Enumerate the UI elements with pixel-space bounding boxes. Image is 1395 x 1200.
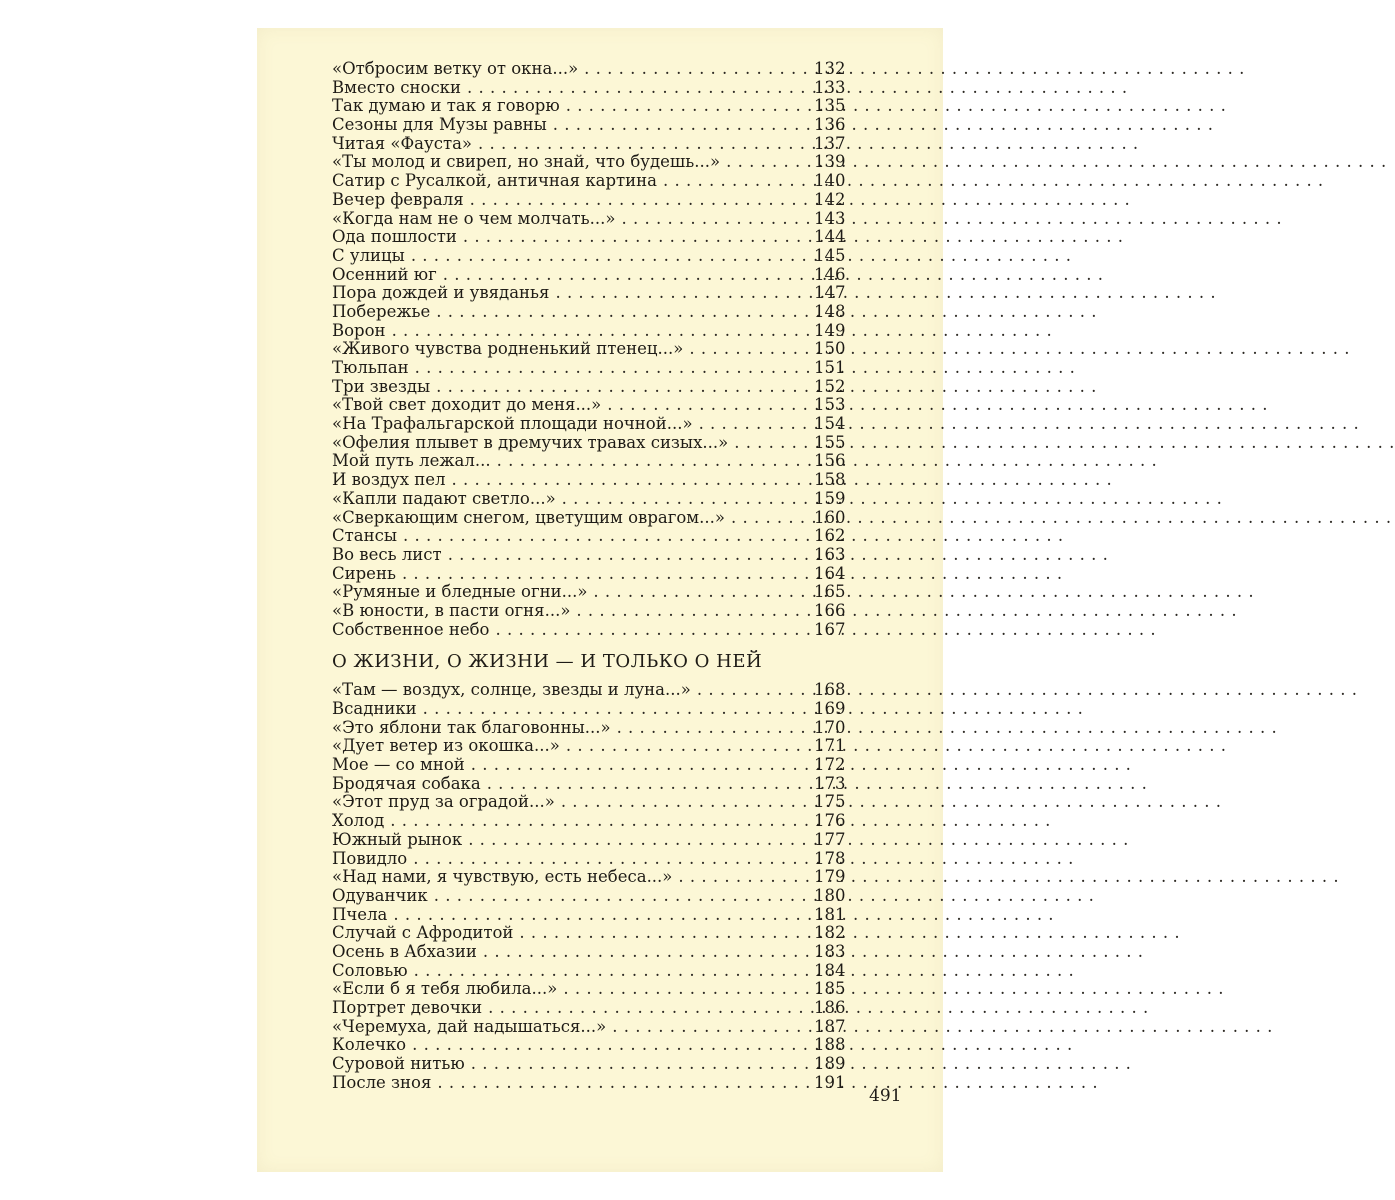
toc-entry xyxy=(332,980,844,999)
toc-entry-title: Осенний юг xyxy=(332,264,437,284)
dot-leader xyxy=(593,583,808,602)
toc-entry xyxy=(332,793,844,812)
toc-entry xyxy=(332,700,844,719)
toc-entry-page: 189 xyxy=(814,1054,846,1074)
toc-entry-title: Ворон xyxy=(332,320,386,340)
toc-entry-page: 171 xyxy=(814,736,846,756)
toc-entry xyxy=(332,943,844,962)
toc-entry-title: «Румяные и бледные огни...» xyxy=(332,582,588,602)
toc-entry xyxy=(332,303,844,322)
toc-entry-title: Читая «Фауста» xyxy=(332,133,473,153)
dot-leader xyxy=(423,700,808,719)
toc-entry-title: Три звезды xyxy=(332,376,431,396)
toc-entry-title: Суровой нитью xyxy=(332,1054,465,1074)
toc-entry xyxy=(332,887,844,906)
toc-entry-page: 168 xyxy=(814,680,846,700)
toc-entry-title: Пора дождей и увяданья xyxy=(332,283,550,303)
toc-entry xyxy=(332,247,844,266)
dot-leader xyxy=(468,831,808,850)
toc-entry-title: Сезоны для Музы равны xyxy=(332,115,547,135)
dot-leader xyxy=(731,509,808,528)
dot-leader xyxy=(566,737,808,756)
toc-entry xyxy=(332,434,844,453)
toc-entry-page: 183 xyxy=(814,941,846,961)
toc-entry xyxy=(332,1018,844,1037)
toc-entry xyxy=(332,322,844,341)
toc-entry-title: «Это яблони так благовонны...» xyxy=(332,717,611,737)
toc-entry xyxy=(332,135,844,154)
toc-entry-title: «Дует ветер из окошка...» xyxy=(332,736,560,756)
toc-entry xyxy=(332,452,844,471)
toc-entry xyxy=(332,756,844,775)
toc-entry-page: 153 xyxy=(814,395,846,415)
toc-entry-page: 159 xyxy=(814,488,846,508)
toc-entry-title: «В юности, в пасти огня...» xyxy=(332,600,571,620)
dot-leader xyxy=(463,228,808,247)
toc-entry xyxy=(332,1036,844,1055)
toc-entry-title: Осень в Абхазии xyxy=(332,941,477,961)
toc-entry-page: 179 xyxy=(814,867,846,887)
toc-entry-page: 191 xyxy=(814,1072,846,1092)
table-of-contents xyxy=(332,60,844,1092)
toc-entry xyxy=(332,681,844,700)
toc-entry-title: Портрет девочки xyxy=(332,998,483,1017)
toc-entry-page: 133 xyxy=(814,77,846,97)
dot-leader xyxy=(553,116,808,135)
dot-leader xyxy=(734,434,808,453)
toc-entry-title: И воздух пел xyxy=(332,470,446,490)
dot-leader xyxy=(471,1055,808,1074)
toc-entry-title: Бродячая собака xyxy=(332,773,481,793)
toc-entry xyxy=(332,471,844,490)
toc-entry-page: 140 xyxy=(814,171,846,191)
toc-entry-title: Вечер февраля xyxy=(332,189,464,209)
toc-entry xyxy=(332,812,844,831)
dot-leader xyxy=(621,210,808,229)
toc-entry-title: «Этот пруд за оградой...» xyxy=(332,792,555,812)
toc-entry-title: Сатир с Русалкой, античная картина xyxy=(332,171,658,191)
toc-entry-title: Одуванчик xyxy=(332,885,428,905)
dot-leader xyxy=(437,1074,808,1093)
toc-entry xyxy=(332,415,844,434)
toc-entry-page: 137 xyxy=(814,133,846,153)
dot-leader xyxy=(497,452,808,471)
dot-leader xyxy=(519,924,808,943)
toc-entry-title: Пчела xyxy=(332,904,388,924)
toc-entry xyxy=(332,962,844,981)
dot-leader xyxy=(467,79,808,98)
toc-entry xyxy=(332,999,844,1018)
toc-entry-title: «Когда нам не о чем молчать...» xyxy=(332,208,616,228)
dot-leader xyxy=(726,153,808,172)
toc-entry-title: Холод xyxy=(332,811,385,831)
toc-entry xyxy=(332,719,844,738)
dot-leader xyxy=(555,284,808,303)
toc-entry xyxy=(332,79,844,98)
toc-entry-title: Тюльпан xyxy=(332,358,409,377)
toc-entry xyxy=(332,396,844,415)
dot-leader xyxy=(393,906,808,925)
toc-entry-page: 142 xyxy=(814,189,846,209)
dot-leader xyxy=(584,60,808,79)
toc-entry-title: «Ты молод и свиреп, но знай, что будешь...» xyxy=(332,152,721,172)
dot-leader xyxy=(448,546,808,565)
toc-entry-page: 158 xyxy=(814,470,846,490)
toc-entry xyxy=(332,97,844,116)
toc-entry-page: 162 xyxy=(814,526,846,546)
toc-entry xyxy=(332,924,844,943)
dot-leader xyxy=(390,812,808,831)
toc-entry-page: 143 xyxy=(814,208,846,228)
toc-entry xyxy=(332,546,844,565)
toc-entry-page: 166 xyxy=(814,600,846,620)
dot-leader xyxy=(413,850,808,869)
dot-leader xyxy=(478,135,808,154)
toc-entry xyxy=(332,228,844,247)
toc-entry-title: «Над нами, я чувствую, есть небеса...» xyxy=(332,867,673,887)
toc-entry-title: С улицы xyxy=(332,245,405,265)
toc-section-1 xyxy=(332,60,844,639)
toc-entry-title: «На Трафальгарской площади ночной...» xyxy=(332,414,693,434)
toc-entry-page: 145 xyxy=(814,245,846,265)
toc-entry-page: 156 xyxy=(814,451,846,471)
toc-entry xyxy=(332,831,844,850)
dot-leader xyxy=(483,943,808,962)
dot-leader xyxy=(470,191,808,210)
toc-entry-title: Сирень xyxy=(332,563,396,583)
toc-entry-page: 160 xyxy=(814,507,846,527)
toc-entry xyxy=(332,153,844,172)
toc-entry-page: 186 xyxy=(814,998,846,1017)
toc-entry-page: 149 xyxy=(814,320,846,340)
toc-entry-title: Южный рынок xyxy=(332,829,463,849)
toc-entry-title: Мой путь лежал... xyxy=(332,451,491,471)
dot-leader xyxy=(402,565,808,584)
section-heading: О ЖИЗНИ, О ЖИЗНИ — И ТОЛЬКО О НЕЙ xyxy=(332,651,763,673)
dot-leader xyxy=(617,719,808,738)
toc-entry-title: «Твой свет доходит до меня...» xyxy=(332,395,602,415)
toc-entry-title: Мое — со мной xyxy=(332,755,465,775)
toc-entry xyxy=(332,284,844,303)
toc-entry-page: 188 xyxy=(814,1035,846,1055)
toc-entry xyxy=(332,906,844,925)
toc-entry-page: 147 xyxy=(814,283,846,303)
dot-leader xyxy=(495,621,808,640)
toc-entry-page: 150 xyxy=(814,339,846,359)
toc-entry xyxy=(332,60,844,79)
dot-leader xyxy=(412,1036,808,1055)
dot-leader xyxy=(561,793,808,812)
dot-leader xyxy=(392,322,808,341)
toc-entry xyxy=(332,621,844,640)
toc-section-2 xyxy=(332,681,844,1092)
toc-entry-page: 132 xyxy=(814,59,846,78)
dot-leader xyxy=(689,340,808,359)
dot-leader xyxy=(612,1018,808,1037)
toc-entry-title: Соловью xyxy=(332,960,408,980)
toc-entry xyxy=(332,172,844,191)
toc-entry-title: «Капли падают светло...» xyxy=(332,488,556,508)
toc-entry-page: 173 xyxy=(814,773,846,793)
dot-leader xyxy=(471,756,808,775)
toc-entry-title: Вместо сноски xyxy=(332,77,461,97)
toc-entry xyxy=(332,1055,844,1074)
toc-entry-title: Повидло xyxy=(332,848,408,868)
toc-entry xyxy=(332,210,844,229)
toc-entry-title: Колечко xyxy=(332,1035,407,1055)
toc-entry-title: «Если б я тебя любила...» xyxy=(332,979,558,999)
toc-entry-page: 172 xyxy=(814,755,846,775)
toc-entry-title: «Там — воздух, солнце, звезды и луна...» xyxy=(332,680,691,700)
toc-entry-page: 154 xyxy=(814,414,846,434)
toc-entry-page: 175 xyxy=(814,792,846,812)
toc-entry xyxy=(332,583,844,602)
toc-entry-page: 146 xyxy=(814,264,846,284)
toc-entry-page: 181 xyxy=(814,904,846,924)
dot-leader xyxy=(436,378,808,397)
toc-entry xyxy=(332,565,844,584)
toc-entry-page: 144 xyxy=(814,227,846,247)
toc-entry-page: 165 xyxy=(814,582,846,602)
toc-entry-title: «Черемуха, дай надышаться...» xyxy=(332,1016,607,1036)
toc-entry-title: Во весь лист xyxy=(332,544,442,564)
toc-entry-page: 148 xyxy=(814,301,846,321)
dot-leader xyxy=(403,527,808,546)
toc-entry xyxy=(332,359,844,378)
toc-entry-page: 136 xyxy=(814,115,846,135)
toc-entry-page: 178 xyxy=(814,848,846,868)
toc-entry-title: «Живого чувства родненький птенец...» xyxy=(332,339,684,359)
toc-entry-page: 151 xyxy=(814,358,846,377)
toc-entry-page: 167 xyxy=(814,619,846,639)
toc-entry-page: 169 xyxy=(814,699,846,718)
toc-entry-page: 152 xyxy=(814,376,846,396)
toc-entry xyxy=(332,191,844,210)
dot-leader xyxy=(663,172,808,191)
toc-entry-page: 177 xyxy=(814,829,846,849)
toc-entry xyxy=(332,775,844,794)
toc-entry-title: Побережье xyxy=(332,301,431,321)
toc-entry-title: «Офелия плывет в дремучих травах сизых...» xyxy=(332,432,729,452)
dot-leader xyxy=(443,266,808,285)
toc-entry xyxy=(332,340,844,359)
dot-leader xyxy=(411,247,808,266)
dot-leader xyxy=(415,359,808,378)
toc-entry-page: 155 xyxy=(814,432,846,452)
dot-leader xyxy=(576,602,808,621)
dot-leader xyxy=(452,471,808,490)
toc-entry-title: Так думаю и так я говорю xyxy=(332,96,560,116)
toc-entry-title: Всадники xyxy=(332,699,417,718)
dot-leader xyxy=(697,681,808,700)
toc-entry-page: 185 xyxy=(814,979,846,999)
dot-leader xyxy=(563,980,808,999)
dot-leader xyxy=(414,962,808,981)
toc-entry-title: После зноя xyxy=(332,1072,432,1092)
dot-leader xyxy=(562,490,808,509)
toc-entry xyxy=(332,378,844,397)
dot-leader xyxy=(434,887,808,906)
toc-entry xyxy=(332,868,844,887)
page-number: 491 xyxy=(869,1086,902,1106)
toc-entry-page: 180 xyxy=(814,885,846,905)
dot-leader xyxy=(488,999,808,1018)
toc-entry xyxy=(332,850,844,869)
toc-entry xyxy=(332,490,844,509)
toc-entry-title: «Отбросим ветку от окна...» xyxy=(332,59,579,78)
dot-leader xyxy=(678,868,808,887)
book-page xyxy=(257,28,943,1172)
toc-entry-title: Стансы xyxy=(332,526,397,546)
toc-entry-title: Случай с Афродитой xyxy=(332,923,514,943)
toc-entry-page: 176 xyxy=(814,811,846,831)
dot-leader xyxy=(487,775,808,794)
toc-entry-page: 139 xyxy=(814,152,846,172)
toc-entry-title: Ода пошлости xyxy=(332,227,457,247)
dot-leader xyxy=(436,303,808,322)
dot-leader xyxy=(699,415,808,434)
toc-entry xyxy=(332,1074,844,1093)
toc-entry-page: 184 xyxy=(814,960,846,980)
toc-entry-page: 135 xyxy=(814,96,846,116)
toc-entry-page: 170 xyxy=(814,717,846,737)
toc-entry xyxy=(332,527,844,546)
dot-leader xyxy=(566,97,808,116)
toc-entry-page: 182 xyxy=(814,923,846,943)
toc-entry-title: Собственное небо xyxy=(332,619,490,639)
dot-leader xyxy=(607,396,808,415)
toc-entry-page: 164 xyxy=(814,563,846,583)
toc-entry xyxy=(332,602,844,621)
toc-entry xyxy=(332,737,844,756)
toc-entry-title: «Сверкающим снегом, цветущим оврагом...» xyxy=(332,507,725,527)
toc-entry xyxy=(332,266,844,285)
toc-entry xyxy=(332,116,844,135)
toc-entry-page: 187 xyxy=(814,1016,846,1036)
toc-entry-page: 163 xyxy=(814,544,846,564)
toc-entry xyxy=(332,509,844,528)
